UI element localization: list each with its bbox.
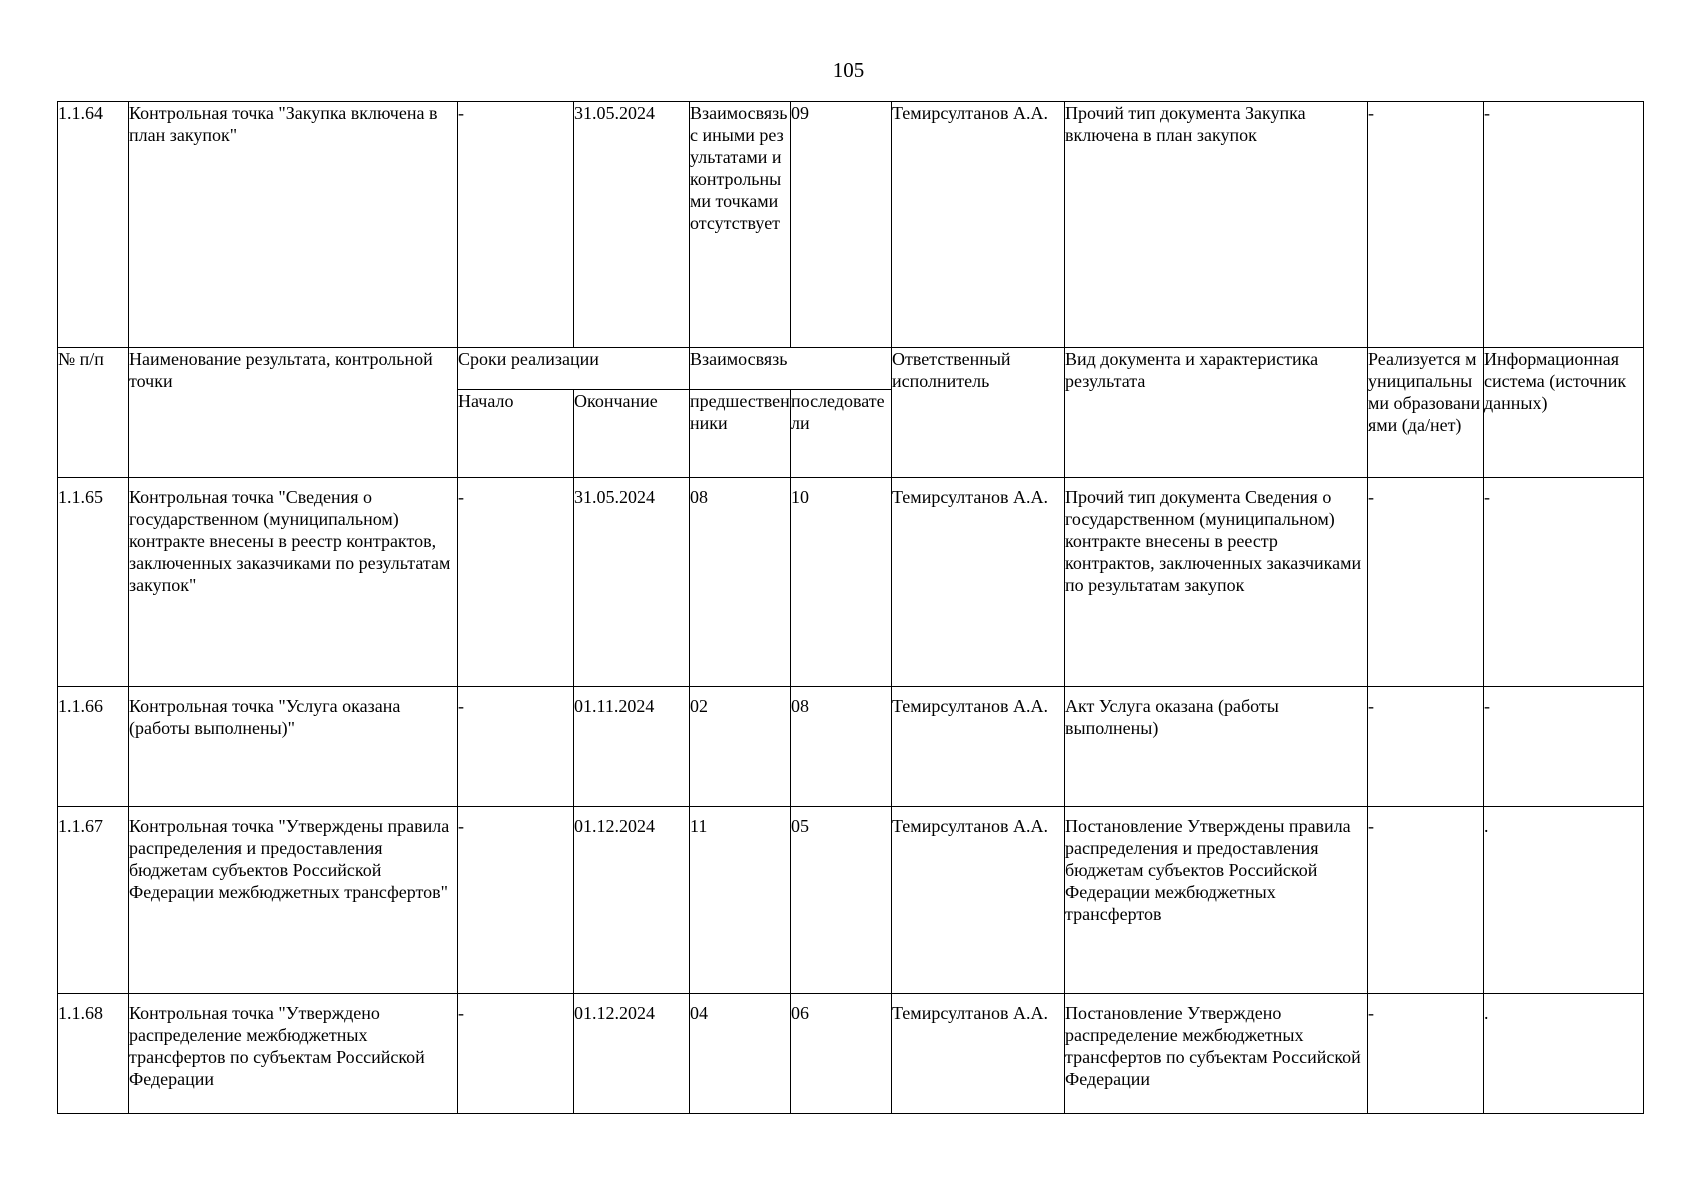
header-name: Наименование результата, контрольной точки	[129, 348, 458, 478]
header-document: Вид документа и характеристика результата	[1065, 348, 1368, 478]
row-name: Контрольная точка "Закупка включена в план закупок"	[129, 102, 458, 348]
row-info-system: -	[1484, 102, 1644, 348]
row-municipal: -	[1368, 807, 1484, 994]
row-start: -	[458, 687, 574, 807]
header-predecessors: предшественники	[690, 390, 791, 478]
row-responsible: Темирсултанов А.А.	[892, 687, 1065, 807]
row-predecessors: 02	[690, 687, 791, 807]
row-document: Прочий тип документа Сведения о государственном (муниципальном) контракте внесены в реестр контрактов, заключенных заказчиками по результатам закупок	[1065, 478, 1368, 687]
row-predecessors: Взаимосвязь с иными результатами и контрольными точками отсутствует	[690, 102, 791, 348]
row-responsible: Темирсултанов А.А.	[892, 807, 1065, 994]
row-number: 1.1.68	[58, 994, 129, 1114]
row-municipal: -	[1368, 687, 1484, 807]
row-document: Постановление Утверждены правила распределения и предоставления бюджетам субъектов Российской Федерации межбюджетных трансфертов	[1065, 807, 1368, 994]
row-number: 1.1.67	[58, 807, 129, 994]
page-number: 105	[832, 58, 865, 82]
row-number: 1.1.66	[58, 687, 129, 807]
row-number: 1.1.64	[58, 102, 129, 348]
header-end: Окончание	[574, 390, 690, 478]
row-successors: 09	[791, 102, 892, 348]
header-period: Сроки реализации	[458, 348, 690, 390]
row-number: 1.1.65	[58, 478, 129, 687]
row-info-system: -	[1484, 478, 1644, 687]
row-info-system: .	[1484, 994, 1644, 1114]
results-table	[57, 101, 1644, 1114]
row-info-system: .	[1484, 807, 1644, 994]
row-predecessors: 11	[690, 807, 791, 994]
header-link: Взаимосвязь	[690, 348, 892, 390]
table-row	[58, 687, 1644, 807]
table-row	[58, 102, 1644, 348]
table-row	[58, 807, 1644, 994]
row-successors: 08	[791, 687, 892, 807]
header-row	[58, 348, 1644, 390]
row-responsible: Темирсултанов А.А.	[892, 102, 1065, 348]
row-document: Постановление Утверждено распределение межбюджетных трансфертов по субъектам Российской Федерации	[1065, 994, 1368, 1114]
table-row	[58, 994, 1644, 1114]
row-successors: 05	[791, 807, 892, 994]
header-start: Начало	[458, 390, 574, 478]
row-info-system: -	[1484, 687, 1644, 807]
row-start: -	[458, 994, 574, 1114]
row-municipal: -	[1368, 102, 1484, 348]
row-end: 31.05.2024	[574, 478, 690, 687]
row-start: -	[458, 807, 574, 994]
row-successors: 06	[791, 994, 892, 1114]
row-name: Контрольная точка "Утверждены правила распределения и предоставления бюджетам субъектов Российской Федерации межбюджетных трансфертов"	[129, 807, 458, 994]
row-municipal: -	[1368, 994, 1484, 1114]
row-document: Акт Услуга оказана (работы выполнены)	[1065, 687, 1368, 807]
row-predecessors: 08	[690, 478, 791, 687]
row-end: 31.05.2024	[574, 102, 690, 348]
row-successors: 10	[791, 478, 892, 687]
row-predecessors: 04	[690, 994, 791, 1114]
row-end: 01.11.2024	[574, 687, 690, 807]
row-name: Контрольная точка "Утверждено распределение межбюджетных трансфертов по субъектам Российской Федерации	[129, 994, 458, 1114]
header-info-system: Информационная система (источник данных)	[1484, 348, 1644, 478]
row-start: -	[458, 478, 574, 687]
row-end: 01.12.2024	[574, 807, 690, 994]
row-name: Контрольная точка "Сведения о государственном (муниципальном) контракте внесены в реестр контрактов, заключенных заказчиками по результатам закупок"	[129, 478, 458, 687]
row-responsible: Темирсултанов А.А.	[892, 478, 1065, 687]
row-document: Прочий тип документа Закупка включена в план закупок	[1065, 102, 1368, 348]
row-name: Контрольная точка "Услуга оказана (работы выполнены)"	[129, 687, 458, 807]
header-successors: последователи	[791, 390, 892, 478]
row-start: -	[458, 102, 574, 348]
header-responsible: Ответственный исполнитель	[892, 348, 1065, 478]
table-row	[58, 478, 1644, 687]
header-number: № п/п	[58, 348, 129, 478]
header-municipal: Реализуется муниципальными образованиями (да/нет)	[1368, 348, 1484, 478]
row-municipal: -	[1368, 478, 1484, 687]
row-end: 01.12.2024	[574, 994, 690, 1114]
row-responsible: Темирсултанов А.А.	[892, 994, 1065, 1114]
